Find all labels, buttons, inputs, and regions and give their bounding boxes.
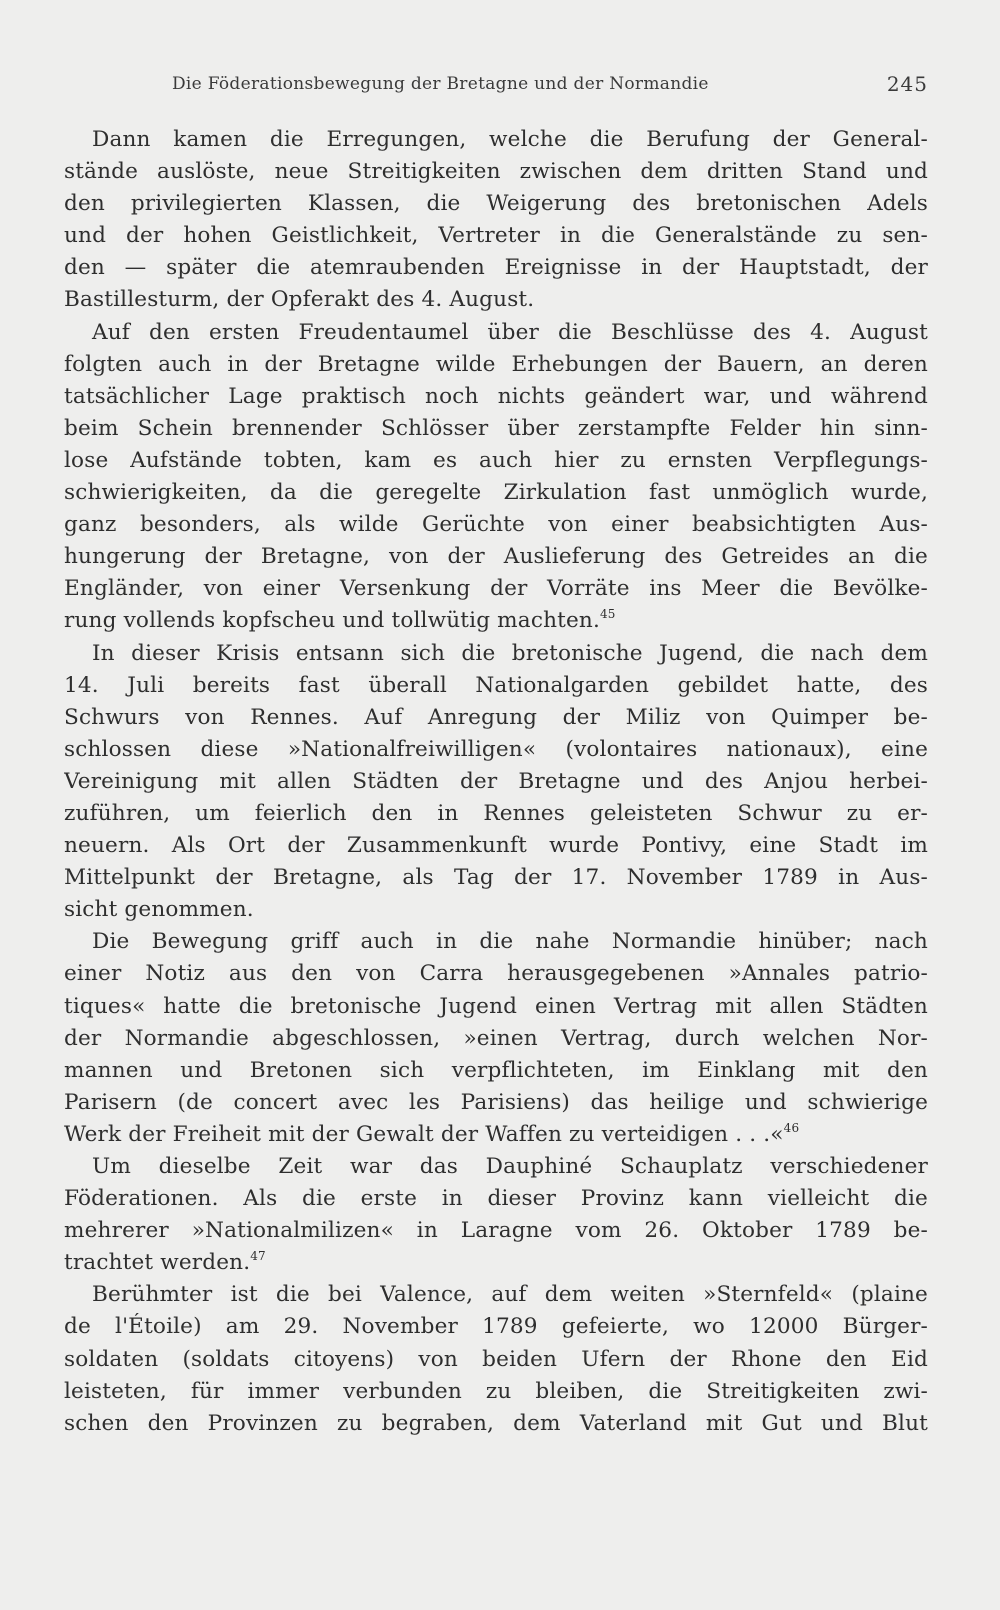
text-line bbox=[64, 1279, 928, 1311]
text-line bbox=[64, 349, 928, 381]
line-text: hungerung der Bretagne, von der Auslieferung des Getreides an die bbox=[64, 544, 928, 570]
text-line bbox=[64, 1215, 928, 1247]
line-text: schwierigkeiten, da die geregelte Zirkulation fast unmöglich wurde, bbox=[64, 480, 928, 506]
text-line bbox=[64, 605, 928, 637]
line-text: folgten auch in der Bretagne wilde Erhebungen der Bauern, an deren bbox=[64, 351, 928, 377]
line-text: sicht genommen. bbox=[64, 897, 254, 923]
line-text: Die Bewegung griff auch in die nahe Normandie hinüber; nach bbox=[92, 929, 928, 955]
line-text: Föderationen. Als die erste in dieser Provinz kann vielleicht die bbox=[64, 1186, 928, 1212]
text-line bbox=[64, 413, 928, 445]
text-line bbox=[64, 317, 928, 349]
text-line bbox=[64, 766, 928, 798]
paragraph bbox=[64, 638, 928, 927]
text-line bbox=[64, 445, 928, 477]
running-title: Die Föderationsbewegung der Bretagne und der Normandie bbox=[172, 74, 709, 94]
text-line bbox=[64, 188, 928, 220]
line-text: zuführen, um feierlich den in Rennes geleisteten Schwur zu er- bbox=[64, 800, 928, 826]
text-line bbox=[64, 1247, 928, 1279]
text-line bbox=[64, 1055, 928, 1087]
line-text: Auf den ersten Freudentaumel über die Beschlüsse des 4. August bbox=[92, 319, 928, 345]
paragraph bbox=[64, 1151, 928, 1279]
line-text: Um dieselbe Zeit war das Dauphiné Schauplatz verschiedener bbox=[92, 1154, 928, 1179]
line-text: stände auslöste, neue Streitigkeiten zwischen dem dritten Stand und bbox=[64, 159, 928, 185]
line-text: Berühmter ist die bei Valence, auf dem weiten »Sternfeld« (plaine bbox=[92, 1282, 928, 1308]
line-text: de l'Étoile) am 29. November 1789 gefeierte, wo 12000 Bürger- bbox=[64, 1314, 928, 1340]
line-text: mehrerer »Nationalmilizen« in Laragne vom 26. Oktober 1789 be- bbox=[64, 1218, 928, 1244]
line-text: Werk der Freiheit mit der Gewalt der Waffen zu verteidigen . . .« bbox=[64, 1121, 784, 1147]
running-head bbox=[172, 72, 928, 102]
text-line bbox=[64, 477, 928, 509]
line-text: Engländer, von einer Versenkung der Vorräte ins Meer die Bevölke- bbox=[64, 576, 928, 602]
text-line bbox=[64, 958, 928, 990]
line-text: und der hohen Geistlichkeit, Vertreter in die Generalstände zu sen- bbox=[64, 223, 928, 249]
text-line bbox=[64, 702, 928, 734]
line-text: schlossen diese »Nationalfreiwilligen« (volontaires nationaux), eine bbox=[64, 736, 928, 762]
text-line bbox=[64, 926, 928, 958]
text-line bbox=[64, 252, 928, 284]
paragraph bbox=[64, 926, 928, 1151]
body-text bbox=[64, 124, 928, 1440]
text-line bbox=[64, 124, 928, 156]
text-line bbox=[64, 734, 928, 766]
footnote-ref[interactable]: 45 bbox=[599, 607, 616, 622]
line-text: neuern. Als Ort der Zusammenkunft wurde Pontivy, eine Stadt im bbox=[64, 833, 928, 859]
line-text: trachtet werden. bbox=[64, 1250, 251, 1276]
text-line bbox=[64, 1376, 928, 1408]
text-line bbox=[64, 1408, 928, 1440]
line-text: rung vollends kopfscheu und tollwütig machten. bbox=[64, 608, 600, 634]
text-line bbox=[64, 156, 928, 188]
text-line bbox=[64, 1183, 928, 1215]
text-line bbox=[64, 284, 928, 316]
text-line bbox=[64, 220, 928, 252]
text-line bbox=[64, 830, 928, 862]
line-text: schen den Provinzen zu begraben, dem Vaterland mit Gut und Blut bbox=[64, 1410, 928, 1436]
line-text: tatsächlicher Lage praktisch noch nichts geändert war, und während bbox=[64, 383, 928, 409]
line-text: leisteten, für immer verbunden zu bleiben, die Streitigkeiten zwi- bbox=[64, 1378, 928, 1404]
text-line bbox=[64, 1344, 928, 1376]
line-text: Mittelpunkt der Bretagne, als Tag der 17. November 1789 in Aus- bbox=[64, 865, 928, 891]
text-line bbox=[64, 638, 928, 670]
text-line bbox=[64, 991, 928, 1023]
line-text: der Normandie abgeschlossen, »einen Vertrag, durch welchen Nor- bbox=[64, 1025, 928, 1051]
line-text: Bastillesturm, der Opferakt des 4. August. bbox=[64, 287, 535, 313]
text-line bbox=[64, 1087, 928, 1119]
footnote-ref[interactable]: 46 bbox=[783, 1120, 800, 1135]
text-line bbox=[64, 862, 928, 894]
line-text: mannen und Bretonen sich verpflichteten, im Einklang mit den bbox=[64, 1057, 928, 1083]
text-line bbox=[64, 381, 928, 413]
line-text: In dieser Krisis entsann sich die bretonische Jugend, die nach dem bbox=[92, 640, 928, 666]
text-line bbox=[64, 509, 928, 541]
line-text: Vereinigung mit allen Städten der Bretagne und des Anjou herbei- bbox=[64, 768, 928, 794]
line-text: den — später die atemraubenden Ereignisse in der Hauptstadt, der bbox=[64, 255, 928, 281]
line-text: ganz besonders, als wilde Gerüchte von einer beabsichtigten Aus- bbox=[64, 512, 928, 538]
line-text: beim Schein brennender Schlösser über zerstampfte Felder hin sinn- bbox=[64, 415, 928, 441]
line-text: den privilegierten Klassen, die Weigerung des bretonischen Adels bbox=[64, 191, 928, 217]
line-text: einer Notiz aus den von Carra herausgegebenen »Annales patrio- bbox=[64, 961, 928, 987]
text-line bbox=[64, 798, 928, 830]
line-text: lose Aufstände tobten, kam es auch hier zu ernsten Verpflegungs- bbox=[64, 447, 928, 473]
line-text: Dann kamen die Erregungen, welche die Berufung der General- bbox=[92, 127, 928, 152]
line-text: Schwurs von Rennes. Auf Anregung der Miliz von Quimper be- bbox=[64, 704, 928, 730]
text-line bbox=[64, 894, 928, 926]
line-text: Parisern (de concert avec les Parisiens) das heilige und schwierige bbox=[64, 1089, 928, 1115]
text-line bbox=[64, 573, 928, 605]
paragraph bbox=[64, 317, 928, 638]
text-line bbox=[64, 1311, 928, 1343]
text-line bbox=[64, 670, 928, 702]
paragraph bbox=[64, 1279, 928, 1439]
text-line bbox=[64, 541, 928, 573]
text-line bbox=[64, 1151, 928, 1183]
text-line bbox=[64, 1119, 928, 1151]
line-text: soldaten (soldats citoyens) von beiden Ufern der Rhone den Eid bbox=[64, 1346, 928, 1372]
footnote-ref[interactable]: 47 bbox=[250, 1249, 266, 1264]
page-number: 245 bbox=[886, 72, 928, 96]
line-text: 14. Juli bereits fast überall Nationalgarden gebildet hatte, des bbox=[64, 672, 928, 698]
line-text: tiques« hatte die bretonische Jugend einen Vertrag mit allen Städten bbox=[64, 993, 928, 1019]
text-line bbox=[64, 1023, 928, 1055]
paragraph bbox=[64, 124, 928, 317]
